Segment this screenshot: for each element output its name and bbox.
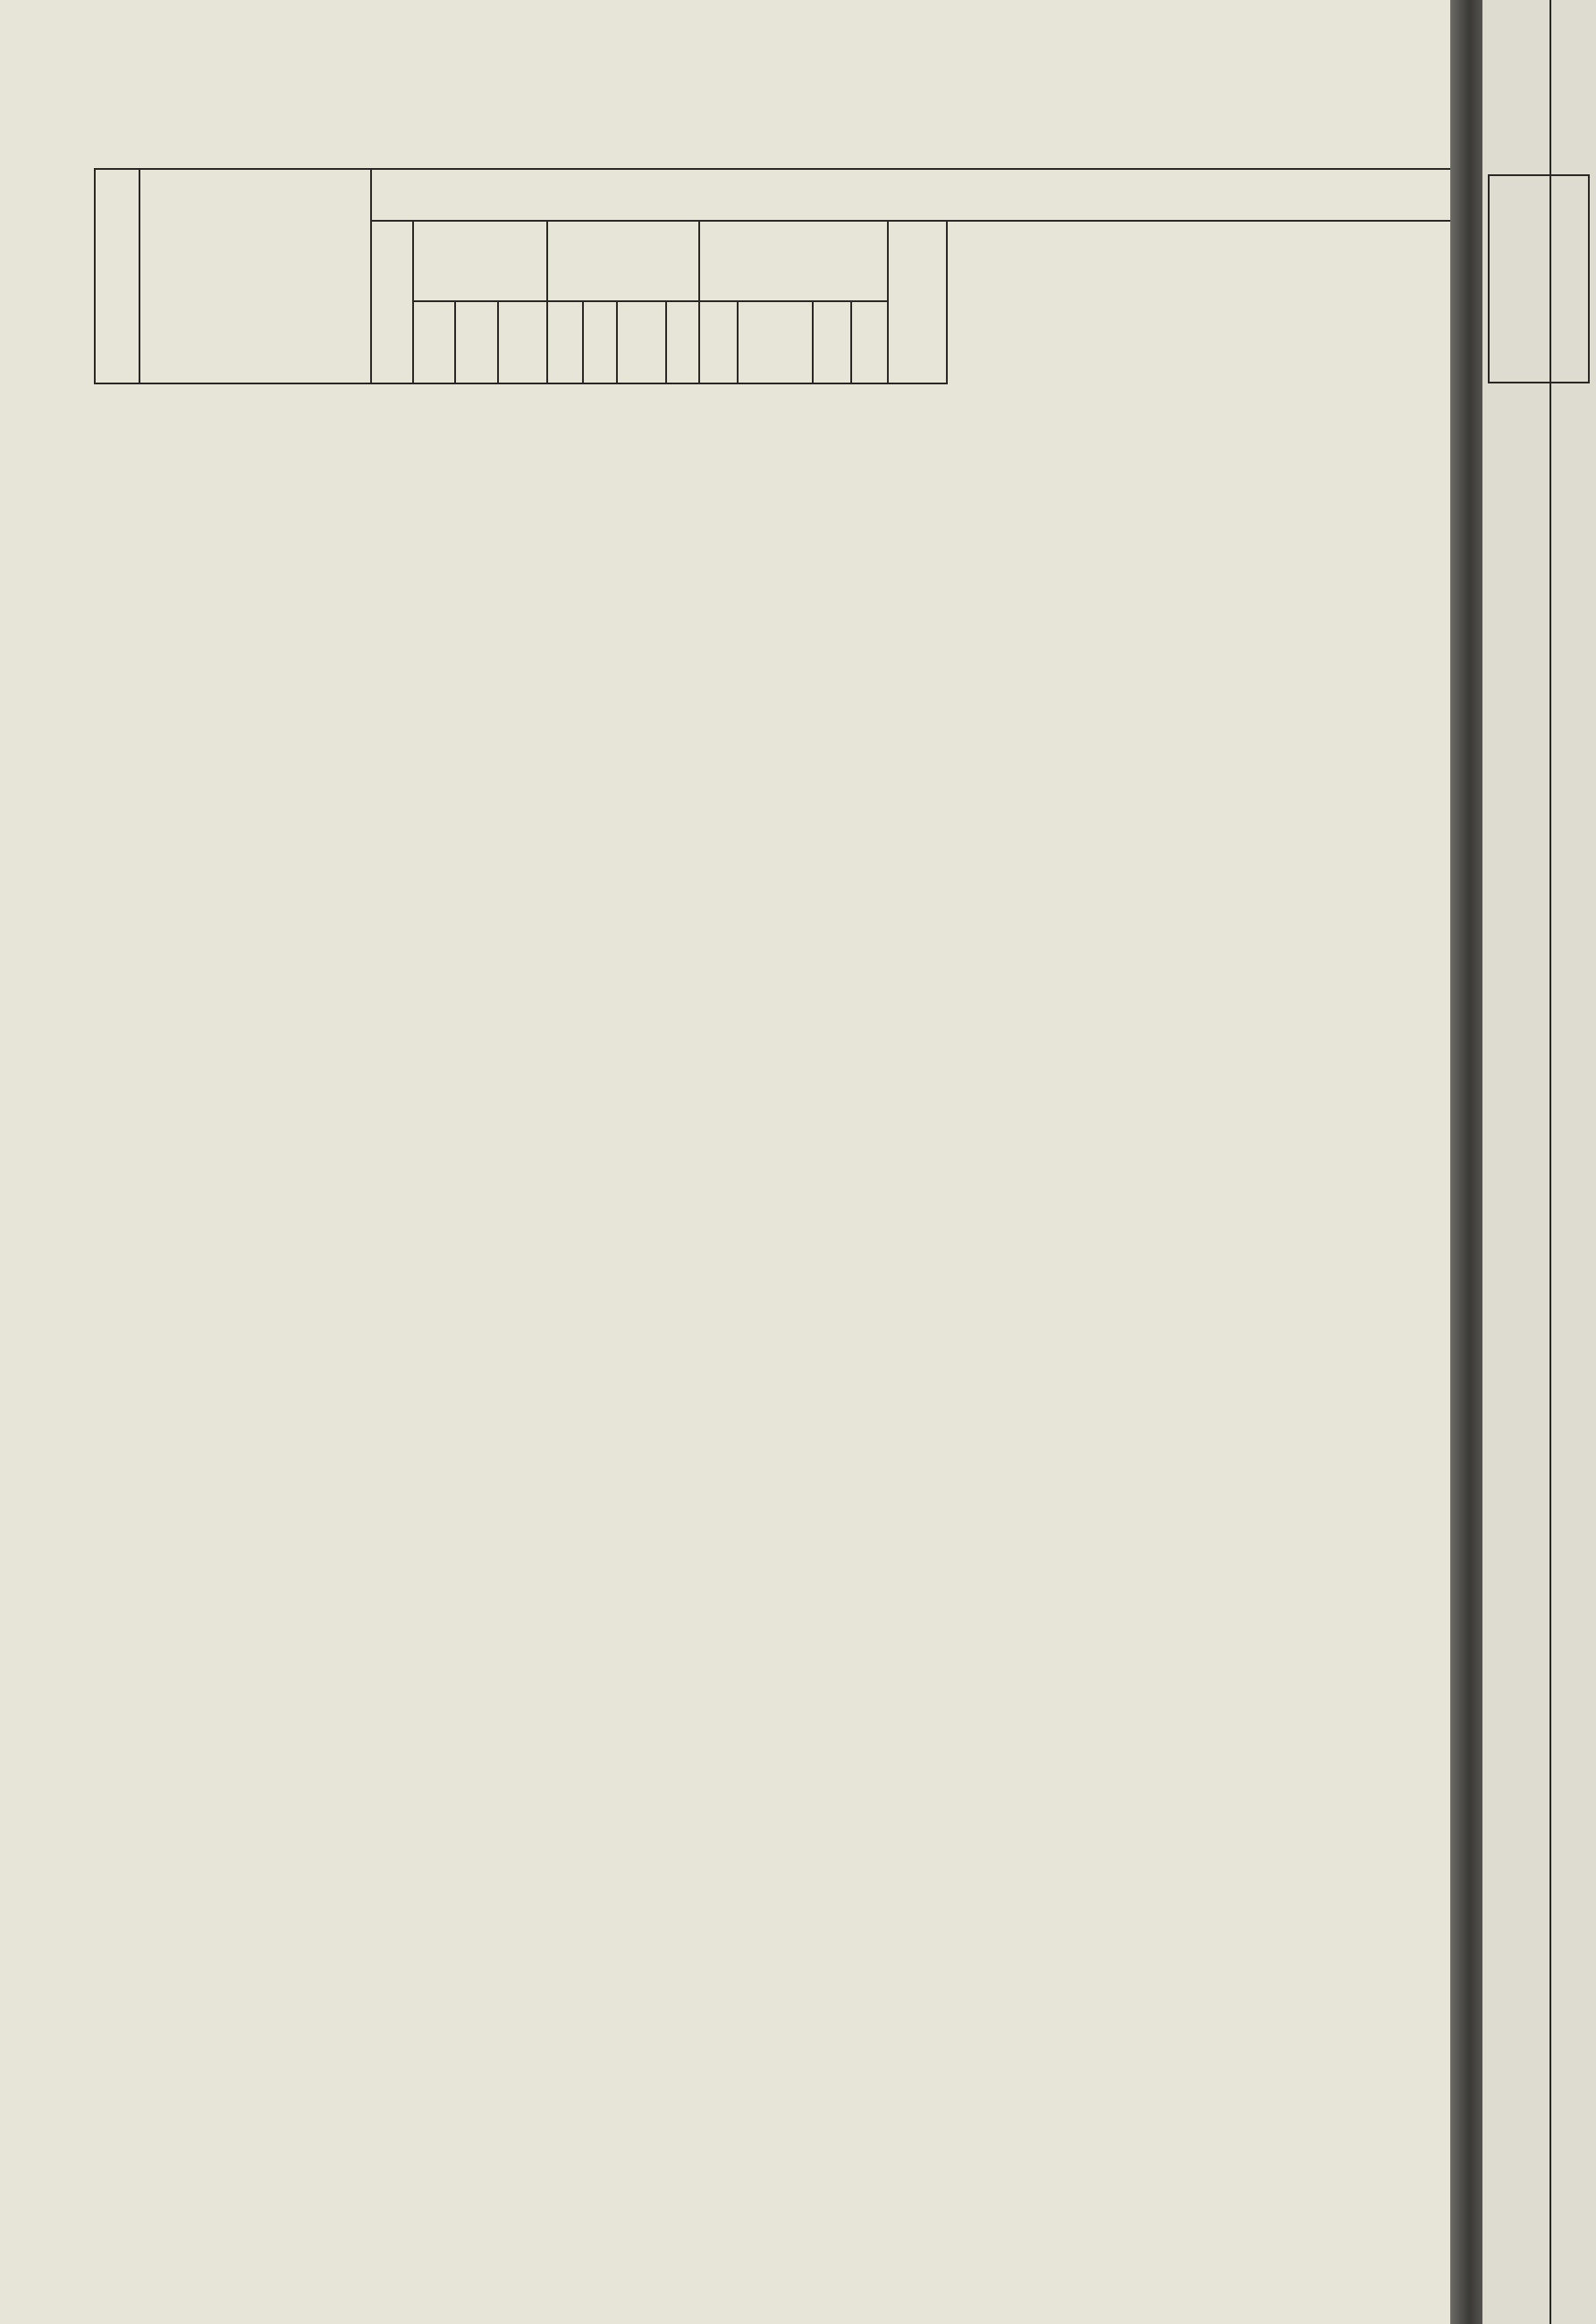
header-isr	[617, 301, 666, 383]
header-ausstattung	[947, 221, 1536, 383]
statistics-table	[94, 168, 1536, 2054]
header-umgangssprache	[699, 221, 888, 301]
header-ruthenisch	[813, 301, 851, 383]
header-weiblich	[455, 301, 498, 383]
book-gutter	[1450, 0, 1482, 2324]
header-name	[139, 169, 371, 383]
header-areal	[371, 221, 413, 383]
header-haeuser	[888, 221, 947, 383]
header-andere-sprache	[851, 301, 888, 383]
header-anwesende	[413, 221, 547, 301]
header-andere-konfession	[666, 301, 699, 383]
header-nr	[95, 169, 139, 383]
header-rk	[547, 301, 583, 383]
header-maennlich	[413, 301, 455, 383]
header-konfession	[547, 221, 699, 301]
header-polnisch	[738, 301, 813, 383]
next-page-strip	[1482, 0, 1596, 2324]
header-deutsch	[699, 301, 738, 383]
header-gk	[583, 301, 617, 383]
next-page-column	[1550, 0, 1596, 2324]
header-ortsgemeinden	[371, 169, 1536, 221]
header-zusammen	[498, 301, 547, 383]
